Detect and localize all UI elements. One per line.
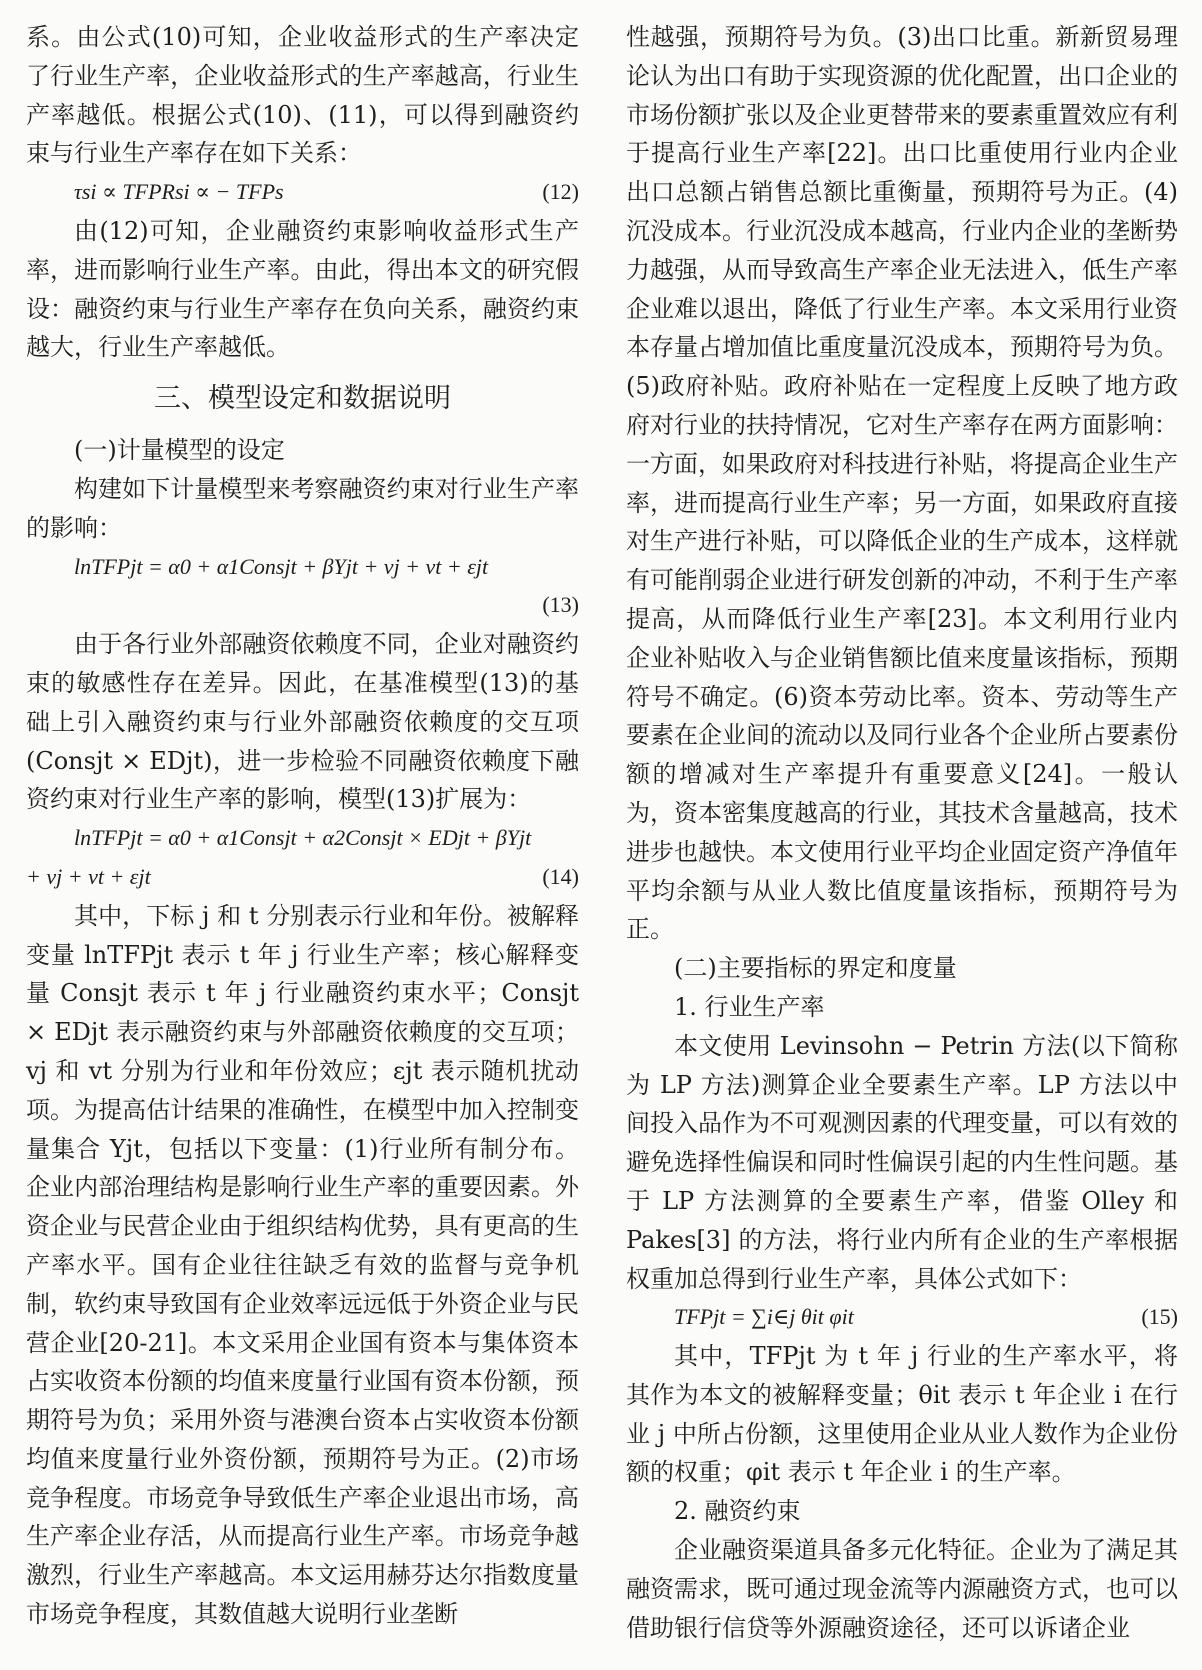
subsection-heading: 1. 行业生产率 bbox=[674, 992, 825, 1021]
subsection-heading: 2. 融资约束 bbox=[674, 1497, 801, 1526]
subsection-heading: (二)主要指标的界定和度量 bbox=[674, 954, 957, 983]
equation-12 bbox=[26, 173, 579, 212]
paragraph: 其中，下标 j 和 t 分别表示行业和年份。被解释变量 lnTFPjt 表示 t 年 j 行业生产率；核心解释变量 Consjt 表示 t 年 j 行业融资约束水平；Consjt × EDjt 表示融资约束与外部融资依赖度的交互项；vj 和 vt 分别为行业和年份效应；εjt 表示随机扰动项。为提高估计结果的准确性，在模型中加入控制变量集合 Yjt，包括以下变量：(1)行业所有制分布。企业内部治理结构是影响行业生产率的重要因素。外资企业与民营企业由于组织结构优势，具有更高的生产率水平。国有企业往往缺乏有效的监督与竞争机制，软约束导致国有企业效率远远低于外资企业与民营企业[20-21]。本文采用企业国有资本与集体资本占实收资本份额的均值来度量行业国有资本份额，预期符号为负；采用外资与港澳台资本占实收资本份额均值来度量行业外资份额，预期符号为正。(2)市场竞争程度。市场竞争导致低生产率企业退出市场，高生产率企业存活，从而提高行业生产率。市场竞争越激烈，行业生产率越高。本文运用赫芬达尔指数度量市场竞争程度，其数值越大说明行业垄断 bbox=[26, 901, 579, 1629]
equation-number: (12) bbox=[542, 179, 579, 205]
left-column bbox=[26, 18, 579, 1634]
equation-number: (15) bbox=[1141, 1304, 1178, 1330]
paragraph: 企业融资渠道具备多元化特征。企业为了满足其融资需求，既可通过现金流等内源融资方式，也可以借助银行信贷等外源融资途径，还可以诉诸企业 bbox=[626, 1536, 1178, 1642]
equation-14-line-2 bbox=[26, 858, 579, 897]
paragraph: 性越强，预期符号为负。(3)出口比重。新新贸易理论认为出口有助于实现资源的优化配置，出口企业的市场份额扩张以及企业更替带来的要素重置效应有利于提高行业生产率[22]。出口比重使用行业内企业出口总额占销售总额比重衡量，预期符号为正。(4)沉没成本。行业沉没成本越高，行业内企业的垄断势力越强，从而导致高生产率企业无法进入，低生产率企业难以退出，降低了行业生产率。本文采用行业资本存量占增加值比重度量沉没成本，预期符号为负。(5)政府补贴。政府补贴在一定程度上反映了地方政府对行业的扶持情况，它对生产率存在两方面影响：一方面，如果政府对科技进行补贴，将提高企业生产率，进而提高行业生产率；另一方面，如果政府直接对生产进行补贴，可以降低企业的生产成本，这样就有可能削弱企业进行研发创新的冲动，不利于生产率提高，从而降低行业生产率[23]。本文利用行业内企业补贴收入与企业销售额比值来度量该指标，预期符号不确定。(6)资本劳动比率。资本、劳动等生产要素在企业间的流动以及同行业各个企业所占要素份额的增减对生产率提升有重要意义[24]。一般认为，资本密集度越高的行业，其技术含量越高，技术进步也越快。本文使用行业平均企业固定资产净值年平均余额与从业人数比值度量该指标，预期符号为正。 bbox=[626, 23, 1178, 944]
right-column bbox=[626, 18, 1178, 1647]
equation-number: (13) bbox=[542, 592, 579, 618]
paragraph: 系。由公式(10)可知，企业收益形式的生产率决定了行业生产率，企业收益形式的生产率越高，行业生产率越低。根据公式(10)、(11)，可以得到融资约束与行业生产率存在如下关系： bbox=[26, 23, 579, 168]
equation-15 bbox=[626, 1298, 1178, 1337]
equation-expression: lnTFPjt = α0 + α1Consjt + βYjt + vj + vt + εjt bbox=[74, 553, 489, 579]
equation-expression: τsi ∝ TFPRsi ∝ − TFPs bbox=[74, 179, 284, 205]
equation-13-number-line bbox=[26, 586, 579, 625]
equation-expression: TFPjt = ∑i∈j θit φit bbox=[674, 1304, 854, 1330]
equation-expression: + vj + vt + εjt bbox=[26, 863, 151, 889]
equation-14-line-1 bbox=[26, 819, 579, 858]
equation-13 bbox=[26, 548, 579, 587]
paragraph: 本文使用 Levinsohn − Petrin 方法(以下简称为 LP 方法)测算企业全要素生产率。LP 方法以中间投入品作为不可观测因素的代理变量，可以有效的避免选择性偏误和同时性偏误引起的内生性问题。基于 LP 方法测算的全要素生产率，借鉴 Olley 和 Pakes[3] 的方法，将行业内所有企业的生产率根据权重加总得到行业生产率，具体公式如下： bbox=[626, 1031, 1178, 1293]
paragraph: 由于各行业外部融资依赖度不同，企业对融资约束的敏感性存在差异。因此，在基准模型(13)的基础上引入融资约束与行业外部融资依赖度的交互项(Consjt × EDjt)，进一步检验不同融资依赖度下融资约束对行业生产率的影响，模型(13)扩展为： bbox=[26, 630, 579, 814]
paragraph: 其中，TFPjt 为 t 年 j 行业的生产率水平，将其作为本文的被解释变量；θit 表示 t 年企业 i 在行业 j 中所占份额，这里使用企业从业人数作为企业份额的权重；φit 表示 t 年企业 i 的生产率。 bbox=[626, 1342, 1178, 1487]
section-heading: 三、模型设定和数据说明 bbox=[154, 383, 451, 415]
equation-expression: lnTFPjt = α0 + α1Consjt + α2Consjt × EDjt + βYjt bbox=[74, 825, 532, 851]
equation-number: (14) bbox=[542, 863, 579, 889]
paragraph: 由(12)可知，企业融资约束影响收益形式生产率，进而影响行业生产率。由此，得出本文的研究假设：融资约束与行业生产率存在负向关系，融资约束越大，行业生产率越低。 bbox=[26, 216, 579, 362]
subsection-heading: (一)计量模型的设定 bbox=[74, 436, 285, 465]
paragraph: 构建如下计量模型来考察融资约束对行业生产率的影响： bbox=[26, 474, 579, 542]
